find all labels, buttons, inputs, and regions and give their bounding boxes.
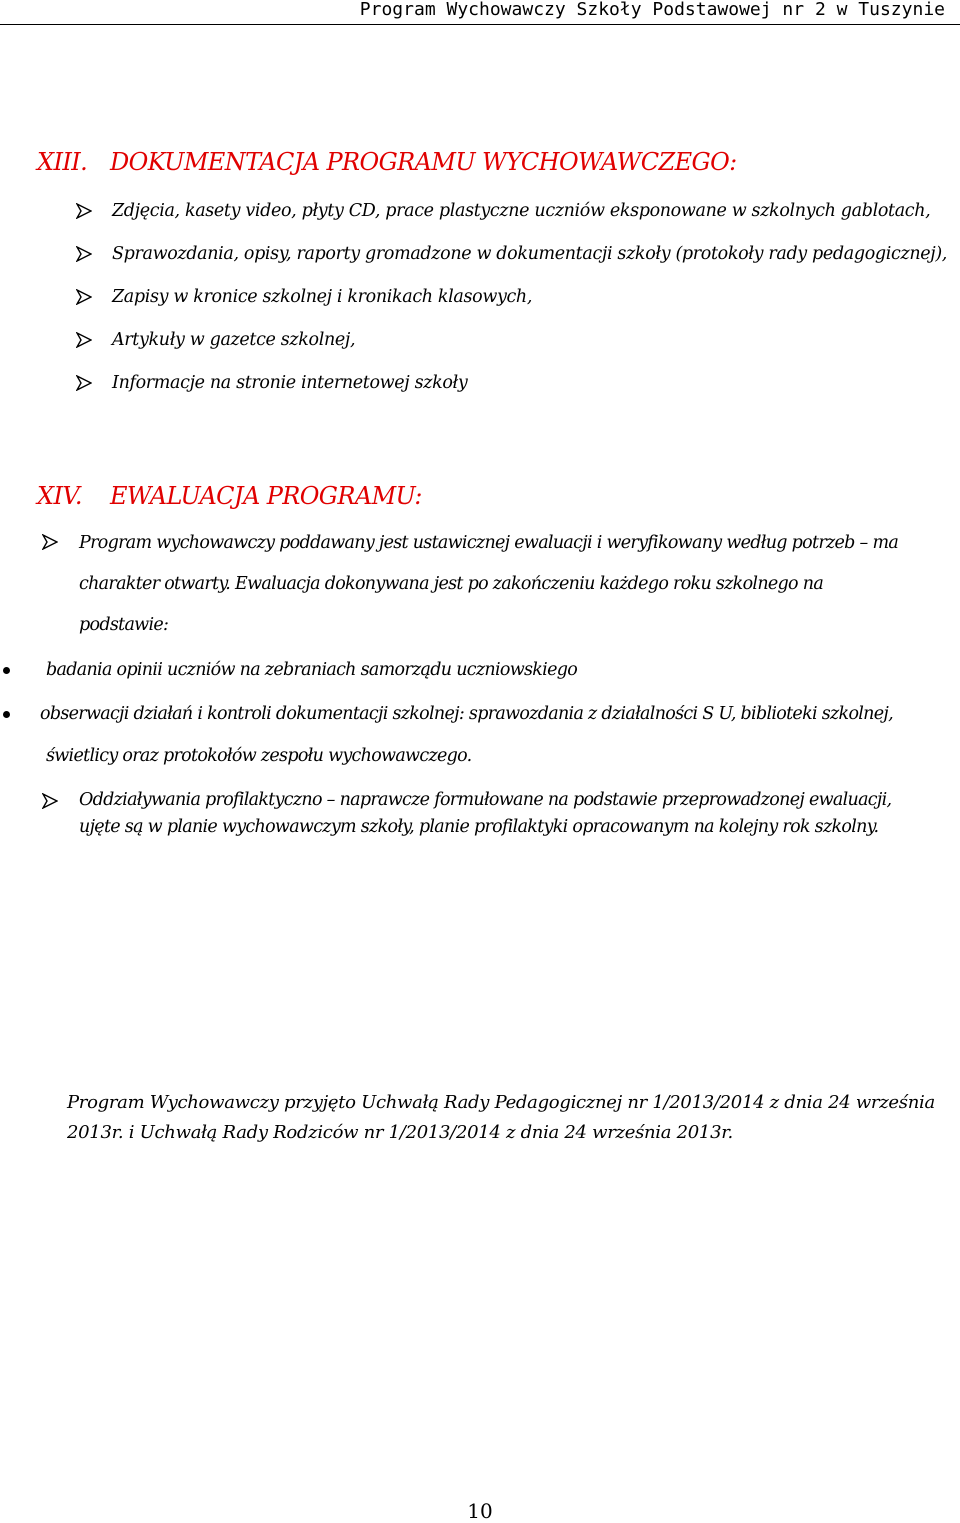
section-13-number: XIII. xyxy=(37,148,88,176)
prevention-paragraph-line: ujęte są w planie wychowawczym szkoły, planie profilaktyki opracowanym na kolejny rok szkolny. xyxy=(79,817,879,837)
round-bullet-icon xyxy=(3,667,10,674)
running-header: Program Wychowawczy Szkoły Podstawowej nr 2 w Tuszynie xyxy=(359,0,945,20)
evaluation-source-item: obserwacji działań i kontroli dokumentacji szkolnej: sprawozdania z działalności S U, biblioteki szkolnej, xyxy=(40,704,893,724)
section-13-title: DOKUMENTACJA PROGRAMU WYCHOWAWCZEGO: xyxy=(110,148,737,176)
evaluation-paragraph-line: Program wychowawczy poddawany jest ustawicznej ewaluacji i weryfikowany według potrzeb – ma xyxy=(79,533,899,553)
adoption-note-line: Program Wychowawczy przyjęto Uchwałą Rady Pedagogicznej nr 1/2013/2014 z dnia 24 września xyxy=(67,1092,935,1113)
adoption-note-line: 2013r. i Uchwałą Rady Rodziców nr 1/2013/2014 z dnia 24 września 2013r. xyxy=(67,1122,733,1143)
arrow-bullet-icon xyxy=(76,375,92,391)
section-14-title: EWALUACJA PROGRAMU: xyxy=(110,482,422,510)
arrow-bullet-icon xyxy=(76,332,92,348)
evaluation-paragraph-line: podstawie: xyxy=(79,615,169,635)
evaluation-paragraph-line: charakter otwarty. Ewaluacja dokonywana jest po zakończeniu każdego roku szkolnego na xyxy=(79,574,824,594)
documentation-list-item: Artykuły w gazetce szkolnej, xyxy=(112,330,356,350)
arrow-bullet-icon xyxy=(42,793,58,809)
documentation-list-item: Zdjęcia, kasety video, płyty CD, prace plastyczne uczniów eksponowane w szkolnych gablotach, xyxy=(112,201,931,221)
evaluation-source-item-continued: świetlicy oraz protokołów zespołu wychowawczego. xyxy=(46,746,472,766)
round-bullet-icon xyxy=(3,711,10,718)
documentation-list-item: Sprawozdania, opisy, raporty gromadzone w dokumentacji szkoły (protokoły rady pedagogicznej), xyxy=(112,244,948,264)
prevention-paragraph-line: Oddziaływania profilaktyczno – naprawcze formułowane na podstawie przeprowadzonej ewaluacji, xyxy=(79,790,892,810)
arrow-bullet-icon xyxy=(76,203,92,219)
page-number: 10 xyxy=(467,1499,493,1523)
arrow-bullet-icon xyxy=(42,534,58,550)
arrow-bullet-icon xyxy=(76,246,92,262)
evaluation-source-item: badania opinii uczniów na zebraniach samorządu uczniowskiego xyxy=(46,660,578,680)
arrow-bullet-icon xyxy=(76,289,92,305)
documentation-list-item: Informacje na stronie internetowej szkoły xyxy=(112,373,468,393)
section-14-number: XIV. xyxy=(37,482,82,510)
header-divider xyxy=(0,24,960,25)
documentation-list-item: Zapisy w kronice szkolnej i kronikach klasowych, xyxy=(112,287,533,307)
